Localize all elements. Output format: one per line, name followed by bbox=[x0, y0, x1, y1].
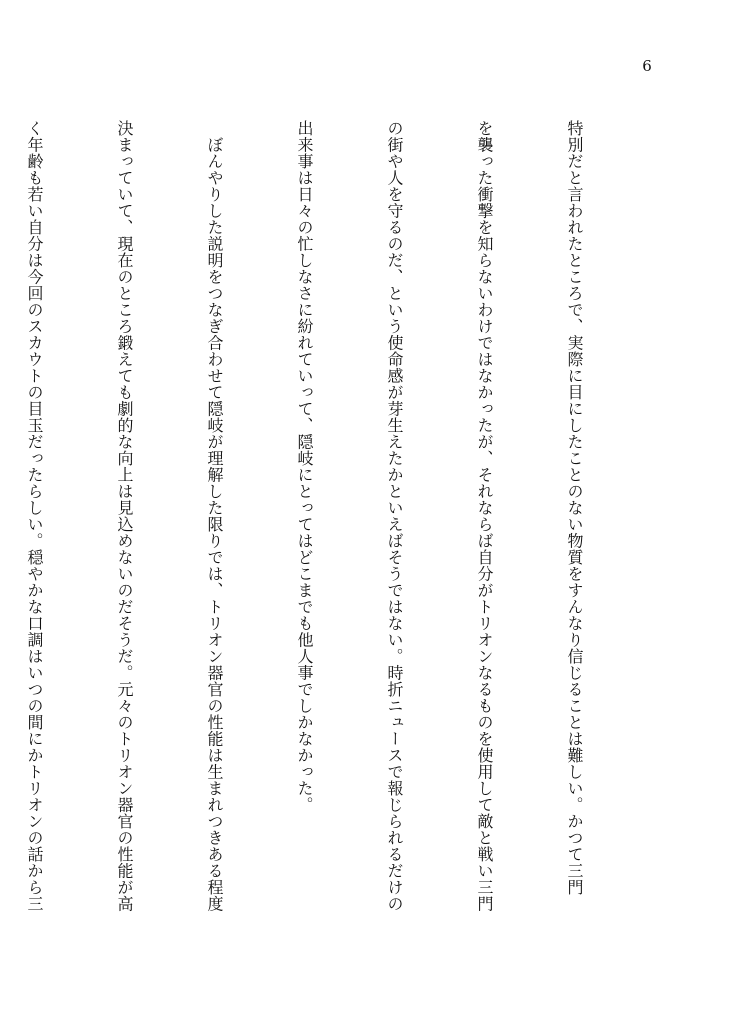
text-column: ぼんやりした説明をつなぎ合わせて隠岐が理解した限りでは、トリオン器官の性能は生まれつきある程度 bbox=[205, 120, 224, 912]
text-column: 出来事は日々の忙しなさに紛れていって、隠岐にとってはどこまでも他人事でしかなかった。 bbox=[295, 120, 314, 813]
text-column: く年齢も若い自分は今回のスカウトの目玉だったらしい。穏やかな口調はいつの間にかトリオンの話から三 bbox=[25, 120, 44, 912]
text-column: 決まっていて、現在のところ鍛えても劇的な向上は見込めないのだそうだ。元々のトリオン器官の性能が高 bbox=[115, 120, 134, 912]
text-column: の街や人を守るのだ、という使命感が芽生えたかといえばそうではない。時折ニュースで報じられるだけの bbox=[385, 120, 404, 912]
text-column: 特別だと言われたところで、実際に目にしたことのない物質をすんなり信じることは難しい。かつて三門 bbox=[565, 120, 584, 896]
vertical-text-body bbox=[0, 120, 649, 960]
page-number: 6 bbox=[642, 57, 652, 75]
text-column: を襲った衝撃を知らないわけではなかったが、それならば自分がトリオンなるものを使用して敵と戦い三門 bbox=[475, 120, 494, 912]
